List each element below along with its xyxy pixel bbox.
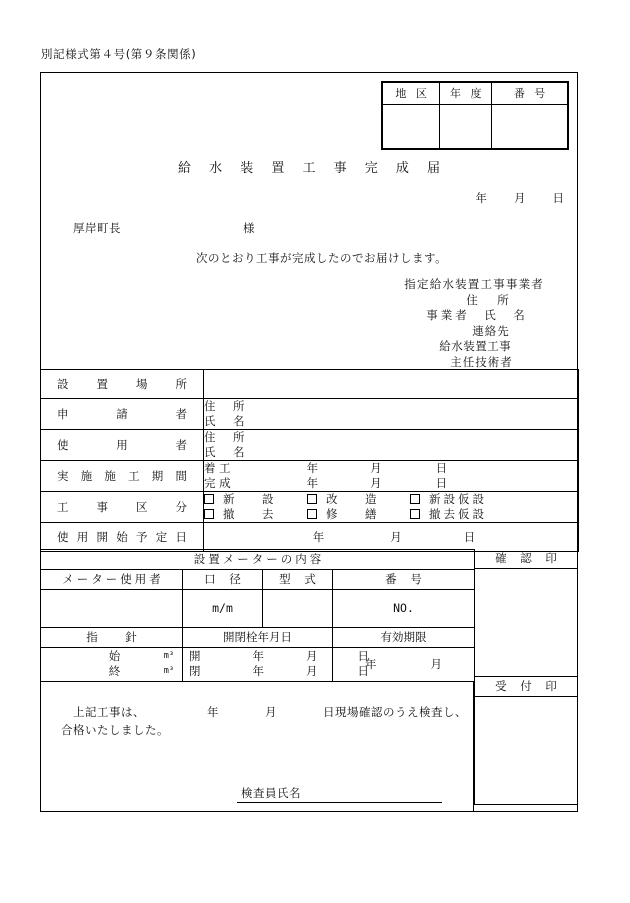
table-row-work-type: [41, 492, 579, 523]
field-diameter[interactable]: [183, 590, 263, 628]
field-district[interactable]: [383, 105, 440, 149]
inspector-signature-line[interactable]: [237, 785, 442, 803]
label-applicant-address: 住 所: [204, 399, 248, 413]
inspection-lead: 上記工事は、: [73, 705, 145, 719]
field-construction-period[interactable]: [204, 461, 579, 492]
label-work-type: 工事区分: [41, 492, 204, 523]
checkbox-new-install[interactable]: [204, 494, 214, 504]
field-user[interactable]: [204, 430, 579, 461]
label-construction-period: 実施施工期間: [41, 461, 204, 492]
field-fiscal-year[interactable]: [440, 105, 492, 149]
header-district: 地 区: [383, 83, 440, 105]
label-reading-end: 終: [108, 664, 121, 678]
table-row-applicant: [41, 399, 579, 430]
checkbox-removal[interactable]: [204, 509, 214, 519]
unit-end: m³: [163, 666, 174, 676]
field-usage-start-date[interactable]: [204, 523, 579, 552]
end-year-label: 年: [306, 476, 319, 490]
chief-engineer-label: 主任技術者: [450, 354, 513, 369]
confirmation-seal-box: [474, 549, 578, 677]
close-year: 年: [252, 664, 264, 678]
label-usage-start-date: 使用開始予定日: [41, 523, 204, 552]
checkbox-new-temporary[interactable]: [410, 494, 420, 504]
checkbox-renovation[interactable]: [307, 494, 317, 504]
inspection-year: 年: [207, 705, 219, 719]
label-removal-temporary: 撤去仮設: [429, 507, 487, 521]
addressee-name: 厚岸町長: [73, 221, 121, 235]
start-day-label: 日: [435, 461, 448, 475]
addressee-honorific: 様: [243, 221, 255, 235]
table-row: [383, 83, 568, 105]
label-receipt-seal: 受 付 印: [474, 677, 578, 697]
field-meter-user[interactable]: [41, 590, 183, 628]
field-valve-dates[interactable]: [183, 648, 369, 682]
field-number[interactable]: [492, 105, 568, 149]
start-month-label: 月: [370, 461, 382, 475]
table-row-period: [41, 461, 579, 492]
date-month-label: 月: [514, 191, 527, 205]
field-confirmation-seal[interactable]: [474, 569, 578, 677]
district-year-number-table: [381, 81, 569, 150]
water-supply-work-label: 給水装置工事: [439, 339, 512, 354]
label-applicant-name: 氏 名: [204, 414, 248, 428]
label-user-name: 氏 名: [204, 445, 248, 459]
field-meter-readings[interactable]: [41, 648, 183, 682]
open-day: 日: [357, 649, 369, 663]
submission-statement: 次のとおり工事が完成したのでお届けします。: [196, 251, 448, 265]
label-valve-open: 開: [189, 649, 201, 663]
header-number: 番 号: [492, 83, 568, 105]
label-install-place: 設置場所: [41, 370, 204, 399]
header-valve-date: 開閉栓年月日: [183, 628, 333, 648]
inspection-line2: 合格いたしました。: [61, 723, 169, 737]
usage-day-label: 日: [463, 530, 476, 544]
field-applicant[interactable]: [204, 399, 579, 430]
label-user-address: 住 所: [204, 430, 248, 444]
form-number-label: 別記様式第４号(第９条関係): [41, 47, 197, 61]
expiry-month: 月: [430, 657, 442, 671]
field-meter-number[interactable]: [333, 590, 475, 628]
label-repair: 修 繕: [326, 507, 385, 521]
close-day: 日: [357, 664, 369, 678]
receipt-seal-box: [474, 677, 578, 805]
header-expiry: 有効期限: [333, 628, 475, 648]
seal-column: [474, 549, 578, 812]
inspection-text: [61, 703, 467, 739]
header-model: 型 式: [263, 570, 333, 590]
label-new-temporary: 新設仮設: [429, 492, 487, 506]
header-diameter: 口 径: [183, 570, 263, 590]
contractor-address-label: 住 所: [466, 292, 513, 307]
meter-number-prefix: NO.: [393, 601, 414, 615]
field-expiry[interactable]: [333, 648, 475, 682]
form-outer-frame: [40, 72, 578, 812]
header-meter-user: メーター使用者: [41, 570, 183, 590]
page-title: 給 水 装 置 工 事 完 成 届: [177, 161, 448, 176]
table-row: [383, 105, 568, 149]
label-complete-work: 完 成: [204, 476, 231, 490]
start-year-label: 年: [306, 461, 319, 475]
main-details-table: [40, 369, 579, 552]
header-reading: 指 針: [41, 628, 183, 648]
date-year-label: 年: [475, 191, 488, 205]
field-receipt-seal[interactable]: [474, 697, 578, 805]
label-confirmation-seal: 確 認 印: [474, 549, 578, 569]
end-month-label: 月: [370, 476, 382, 490]
contractor-contact-label: 連絡先: [472, 323, 510, 338]
label-valve-close: 閉: [189, 664, 201, 678]
addressee: [73, 220, 255, 236]
contractor-name-label: 事業者 氏 名: [426, 308, 528, 323]
meter-section-title: 設置メーターの内容: [41, 550, 475, 570]
checkbox-repair[interactable]: [307, 509, 317, 519]
submission-date-line: [476, 190, 566, 206]
field-work-type: [204, 492, 579, 523]
checkbox-removal-temporary[interactable]: [410, 509, 420, 519]
designated-contractor-label: 指定給水装置工事事業者: [404, 277, 544, 291]
inspection-statement-box: [40, 681, 474, 812]
label-user: 使用者: [41, 430, 204, 461]
end-day-label: 日: [435, 476, 448, 490]
table-row-usage-start: [41, 523, 579, 552]
table-row-install-place: [41, 370, 579, 399]
field-model[interactable]: [263, 590, 333, 628]
label-removal: 撤 去: [223, 507, 282, 521]
label-new-install: 新 設: [223, 492, 282, 506]
close-month: 月: [306, 664, 318, 678]
label-start-work: 着 工: [204, 461, 231, 475]
usage-year-label: 年: [312, 530, 325, 544]
label-renovation: 改 造: [326, 492, 385, 506]
open-year: 年: [252, 649, 264, 663]
table-row-user: [41, 430, 579, 461]
unit-start: m³: [163, 651, 174, 661]
diameter-unit-label: m/m: [212, 601, 233, 615]
usage-month-label: 月: [390, 530, 402, 544]
open-month: 月: [306, 649, 318, 663]
label-inspector-name: 検査員氏名: [241, 786, 301, 800]
label-reading-start: 始: [108, 649, 121, 663]
header-fiscal-year: 年 度: [440, 83, 492, 105]
inspection-tail: 日現場確認のうえ検査し、: [323, 705, 467, 719]
applicant-info-block: [404, 277, 544, 371]
inspection-month: 月: [265, 705, 277, 719]
header-meter-number: 番 号: [333, 570, 475, 590]
expiry-year: 年: [365, 657, 377, 671]
date-day-label: 日: [552, 191, 565, 205]
field-install-place[interactable]: [204, 370, 579, 399]
label-applicant: 申請者: [41, 399, 204, 430]
